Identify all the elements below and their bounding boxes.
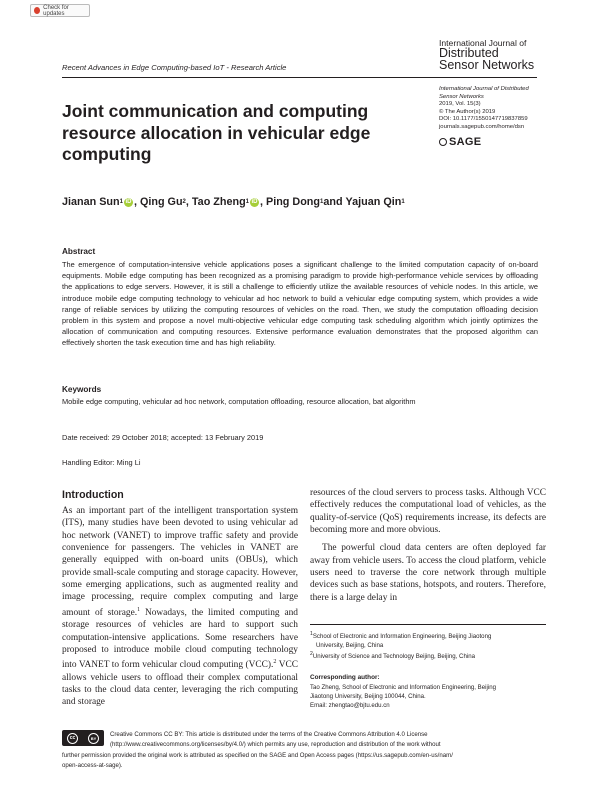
body-text: VCC allows vehicle users to offload their complex computational tasks to the cloud data center, leveraging the rich computing and storage (62, 660, 299, 708)
affiliation-text: School of Electronic and Information Engineering, Beijing Jiaotong (312, 633, 492, 641)
corresponding-author (310, 683, 546, 710)
author-affiliation-sup: 1 (320, 199, 324, 205)
journal-name-line2: Distributed (439, 46, 499, 60)
article-meta (439, 86, 529, 132)
author-separator: , (260, 196, 264, 208)
cc-by-badge[interactable] (62, 730, 104, 746)
affiliation-rule (310, 624, 546, 625)
author-separator: and (323, 196, 343, 208)
journal-name-line3: Sensor Networks (439, 57, 535, 72)
meta-url[interactable]: journals.sagepub.com/home/dsn (439, 123, 525, 130)
article-title: Joint communication and computing resource allocation in vehicular edge computing (62, 101, 371, 164)
meta-journal: International Journal of Distributed (439, 86, 529, 92)
license-line[interactable]: further permission provided the original work is attributed as specified on the SAGE and Open Access pages (https://us.sagepub.com/en-us/nam/ (62, 752, 453, 759)
corr-line: Jiaotong University, Beijing 100044, China. (310, 693, 426, 700)
section-heading-introduction: Introduction (62, 489, 124, 501)
abstract-heading: Abstract (62, 247, 96, 256)
body-paragraph (62, 505, 298, 709)
journal-name-line1: International Journal of (439, 38, 527, 48)
author-name: Ping Dong (266, 196, 320, 208)
check-for-updates-label: Check for updates (43, 4, 69, 17)
body-column-left (62, 505, 298, 709)
body-paragraph: resources of the cloud servers to process tasks. Although VCC effectively reduces the computational load of vehicles, as the quality-of-service (QoS) requirements increase, its defects are becoming more and more obvious. (310, 488, 546, 536)
body-text: Nowadays, the limited computing and storage resources of vehicles are hard to support such computation-intensive applications. Some researchers have proposed to introduce mobile cloud computing technology into VANET to form vehicular cloud computing (VCC). (62, 607, 298, 671)
author-separator: , (133, 196, 137, 208)
meta-journal-cont: Sensor Networks (439, 93, 484, 100)
author-name: Tao Zheng (191, 196, 246, 208)
author-affiliation-sup: 1 (119, 199, 123, 205)
license-line: open-access-at-sage). (62, 762, 123, 770)
corr-email[interactable]: Email: zhengtao@bjtu.edu.cn (310, 702, 390, 709)
meta-copyright: © The Author(s) 2019 (439, 108, 496, 115)
citation-sup[interactable]: 1 (137, 606, 141, 613)
orcid-icon[interactable]: iD (251, 198, 258, 205)
handling-editor: Handling Editor: Ming Li (62, 458, 141, 467)
meta-doi[interactable]: DOI: 10.1177/1550147719837859 (439, 116, 528, 123)
body-text: As an important part of the intelligent transportation system (ITS), many studies have been devoted to using vehicular ad hoc network (VANET) to improve traffic safety and provide convenience for passengers. The vehicles in VANET are generally equipped with on-board units (OBUs), which provide small-scale computing and storage capacity. However, some emerging applications, such as augmented reality and image processing, require complex computing and large amount of storage. (62, 506, 298, 618)
license-line: Creative Commons CC BY: This article is distributed under the terms of the Creative Commons Attribution 4.0 License (110, 731, 428, 738)
abstract-text: The emergence of computation-intensive vehicle applications poses a significant challenge to the limited computation capacity of on-board equipments. Mobile edge computing has been recognized as a promising paradigm to provide high-performance vehicle services by offloading the applications to edge servers. However, it is still a challenge to efficiently utilize the available resources of vehicle nodes. In this article, we introduce mobile edge computing technology to vehicular ad hoc network to build a vehicular edge computing system, which provides a wide range of reliable services by utilizing the computing resources of vehicles on the road. Then, we study the computation offloading decision problem in this system and propose a novel multi-objective vehicular edge computing task scheduling algorithm which jointly optimizes the allocation of communication and computing resources. Extensive performance evaluation demonstrates that the proposed algorithm can effectively shorten the task execution time and has high reliability. (62, 260, 538, 348)
author-affiliation-sup: 1 (401, 199, 405, 205)
author-separator: , (185, 196, 189, 208)
author-list (62, 196, 405, 208)
publisher-name: SAGE (449, 136, 482, 148)
author-name: Qing Gu (139, 196, 183, 208)
by-icon: BY (88, 733, 99, 744)
orcid-icon[interactable]: iD (125, 198, 132, 205)
keywords-text: Mobile edge computing, vehicular ad hoc network, computation offloading, resource allocation, bat algorithm (62, 397, 416, 406)
header-rule (62, 77, 537, 78)
corr-line: Tao Zheng, School of Electronic and Information Engineering, Beijing (310, 684, 496, 691)
article-series: Recent Advances in Edge Computing-based IoT - Research Article (62, 63, 287, 72)
affiliation-text: University of Science and Technology Beijing, Beijing, China (312, 653, 475, 661)
author-name: Jianan Sun (62, 196, 120, 208)
sage-logo-icon (439, 138, 447, 146)
publisher-logo (439, 136, 481, 148)
check-for-updates-button[interactable] (30, 4, 90, 17)
license-line[interactable]: (http://www.creativecommons.org/licenses/by/4.0/) which permits any use, reproduction and distribution of the work without (110, 741, 441, 749)
affiliation-item-cont: University, Beijing, China (316, 642, 384, 650)
affiliation-item (310, 650, 546, 661)
affiliation-sup: 1 (310, 631, 313, 637)
journal-logo (439, 39, 559, 71)
license-text-cont (62, 751, 546, 771)
meta-volume: 2019, Vol. 15(3) (439, 101, 481, 108)
citation-sup[interactable]: 2 (273, 659, 277, 666)
body-column-right (310, 487, 546, 604)
cc-icon: cc (67, 733, 78, 744)
corresponding-author-heading: Corresponding author: (310, 674, 380, 681)
affiliations (310, 630, 546, 661)
crossmark-icon (34, 7, 40, 14)
article-dates: Date received: 29 October 2018; accepted: 13 February 2019 (62, 433, 264, 442)
body-paragraph: The powerful cloud data centers are often deployed far away from vehicle users. To access the cloud platform, vehicle users need to traverse the core network through multiple devices such as base stations, hotspots, and routers. Therefore, there is a large delay in (310, 543, 546, 603)
affiliation-sup: 2 (310, 651, 313, 658)
author-affiliation-sup: 1 (245, 199, 250, 205)
license-text (110, 730, 546, 750)
affiliation-item (310, 630, 546, 641)
keywords-heading: Keywords (62, 385, 102, 394)
author-name: Yajuan Qin (345, 196, 402, 208)
author-affiliation-sup: 2 (182, 199, 186, 205)
